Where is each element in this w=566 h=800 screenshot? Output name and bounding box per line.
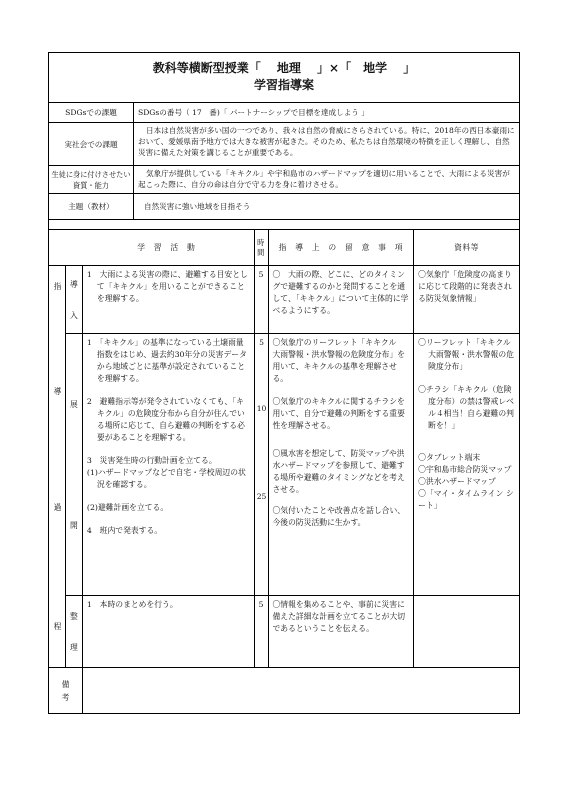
section-char: 展	[70, 399, 78, 409]
materials-cell	[414, 596, 520, 668]
info-row-sdgs	[49, 103, 520, 123]
info-row-theme	[49, 194, 520, 220]
activity-cell	[82, 596, 254, 668]
section-label-development	[65, 334, 82, 596]
note-item: 〇 大雨の際、どこに、どのタイミングで避難するのかと発問することを通して、「キキクル」について主体的に学べるようにする。	[272, 270, 409, 315]
notes-cell	[268, 596, 414, 668]
section-label-summary	[65, 596, 82, 668]
info-label: 生徒に身に付けさせたい資質・能力	[49, 166, 134, 194]
section-summary	[49, 596, 520, 668]
info-value: 気象庁が提供している「キキクル」や宇和島市のハザードマップを適切に用いることで、大雨による災害が起こった際に、自分の命は自分で守る力を身に着けさせる。	[134, 166, 520, 194]
note-item: 〇気象庁のキキクルに関するチラシを用いて、自分で避難の判断をする重要性を理解させる。	[272, 397, 405, 430]
process-label	[49, 266, 66, 668]
section-char: 入	[70, 310, 78, 320]
info-table	[48, 102, 520, 220]
section-intro	[49, 266, 520, 334]
process-char: 過	[53, 503, 62, 512]
note-item: 〇風水害を想定して、防災マップや洪水ハザードマップを参照して、避難する場所や避難のタイミングなどを考えさせる。	[272, 449, 405, 494]
section-char: 導	[70, 279, 78, 289]
info-value: SDGsの番号（ 17 番)「 パートナーシップで目標を達成しよう 」	[134, 103, 520, 123]
info-value: 日本は自然災害が多い国の一つであり、我々は自然の脅威にさらされている。特に、2018年の西日本豪雨において、愛媛県南予地方では大きな被害が起きた。そのため、私たちは自然環境の特徴を正しく理解し、自然災害に備えた対策を講じることが重要である。	[134, 123, 520, 166]
remarks-label	[49, 668, 83, 714]
info-label: SDGsでの課題	[49, 103, 134, 123]
notes-cell	[268, 334, 414, 596]
remarks-content	[82, 668, 519, 714]
process-char: 程	[53, 622, 62, 631]
time-value: 5	[259, 338, 264, 347]
activity-cell	[82, 334, 254, 596]
time-cell	[254, 334, 268, 596]
process-char: 指	[53, 282, 62, 291]
header-notes: 指 導 上 の 留 意 事 項	[268, 230, 414, 266]
material-item: 〇宇和島市総合防災マップ	[418, 465, 512, 474]
note-item: 〇情報を集めることや、事前に災害に備えた詳細な計画を立てることが大切であるということを伝える。	[272, 600, 406, 633]
note-item: 〇気付いたことや改善点を話し合い、今後の防災活動に生かす。	[272, 506, 406, 527]
note-item: 〇気象庁のリーフレット「キキクル 大雨警報・洪水警報の危険度分布」を用いて、キキクルの基準を理解させる。	[272, 338, 406, 383]
material-item: 〇チラシ「キキクル（危険度分布）の禁は警戒レベル４相当！自ら避難の判断を！」	[418, 385, 514, 430]
section-char: 開	[70, 520, 78, 530]
remarks-row	[49, 668, 520, 714]
time-value: 10	[256, 404, 267, 413]
material-item: 〇気象庁「危険度の高まりに応じて段階的に発表される防災気象情報」	[418, 270, 512, 303]
info-value: 自然災害に強い地域を目指そう	[134, 194, 520, 220]
document-title	[48, 60, 520, 94]
activity-item: 1 本時のまとめを行う。	[86, 600, 178, 609]
header-time: 時間	[254, 230, 268, 266]
material-item: 〇「マイ・タイムライン シート」	[418, 489, 514, 510]
info-row-society	[49, 123, 520, 166]
activity-item: 1 「キキクル」の基準になっている土壌雨量指数をはじめ、過去約30年分の災害データから地域ごとに基準が設定されていることを理解する。	[86, 338, 247, 383]
section-char: 整	[70, 611, 78, 621]
activity-item: 1 大雨による災害の際に、避難する目安として「キキクル」を用いることができることを理解する。	[86, 270, 248, 303]
section-label-intro	[65, 266, 82, 334]
material-item: 〇洪水ハザードマップ	[418, 477, 496, 486]
activity-item: (1)ハザードマップなどで自宅・学校周辺の状況を確認する。	[86, 468, 246, 489]
activity-item: 2 避難指示等が発令されていなくても、「キキクル」の危険度分布から自分が住んでいる場所に応じて、自ら避難の判断をする必要があることを理解する。	[86, 397, 245, 442]
materials-cell	[414, 334, 520, 596]
notes-cell	[268, 266, 414, 334]
info-label: 主題（教材）	[49, 194, 134, 220]
time-cell: 5	[254, 596, 268, 668]
section-char: 理	[70, 642, 78, 652]
activity-item: (2)避難計画を立てる。	[86, 503, 169, 512]
info-row-abilities	[49, 166, 520, 194]
activity-cell	[82, 266, 254, 334]
header-activity: 学 習 活 動	[49, 230, 255, 266]
process-char: 導	[53, 387, 62, 396]
info-label: 実社会での課題	[49, 123, 134, 166]
time-value: 25	[256, 492, 267, 501]
materials-cell	[414, 266, 520, 334]
title-line-2: 学習指導案	[253, 78, 314, 92]
remarks-char: 考	[61, 692, 70, 702]
remarks-char: 備	[61, 679, 70, 689]
time-cell: 5	[254, 266, 268, 334]
activity-item: 3 災害発生時の行動計画を立てる。	[86, 456, 217, 465]
material-item: 〇タブレット端末	[418, 453, 481, 462]
section-development	[49, 334, 520, 596]
header-row	[49, 230, 520, 266]
activity-item: 4 班内で発表する。	[86, 526, 163, 535]
header-materials: 資料等	[414, 230, 520, 266]
lesson-plan-table	[48, 229, 520, 714]
material-item: 〇リーフレット「キキクル大雨警報・洪水警報の危険度分布」	[418, 338, 514, 371]
title-line-1: 教科等横断型授業「 地理 」×「 地学 」	[152, 61, 416, 75]
